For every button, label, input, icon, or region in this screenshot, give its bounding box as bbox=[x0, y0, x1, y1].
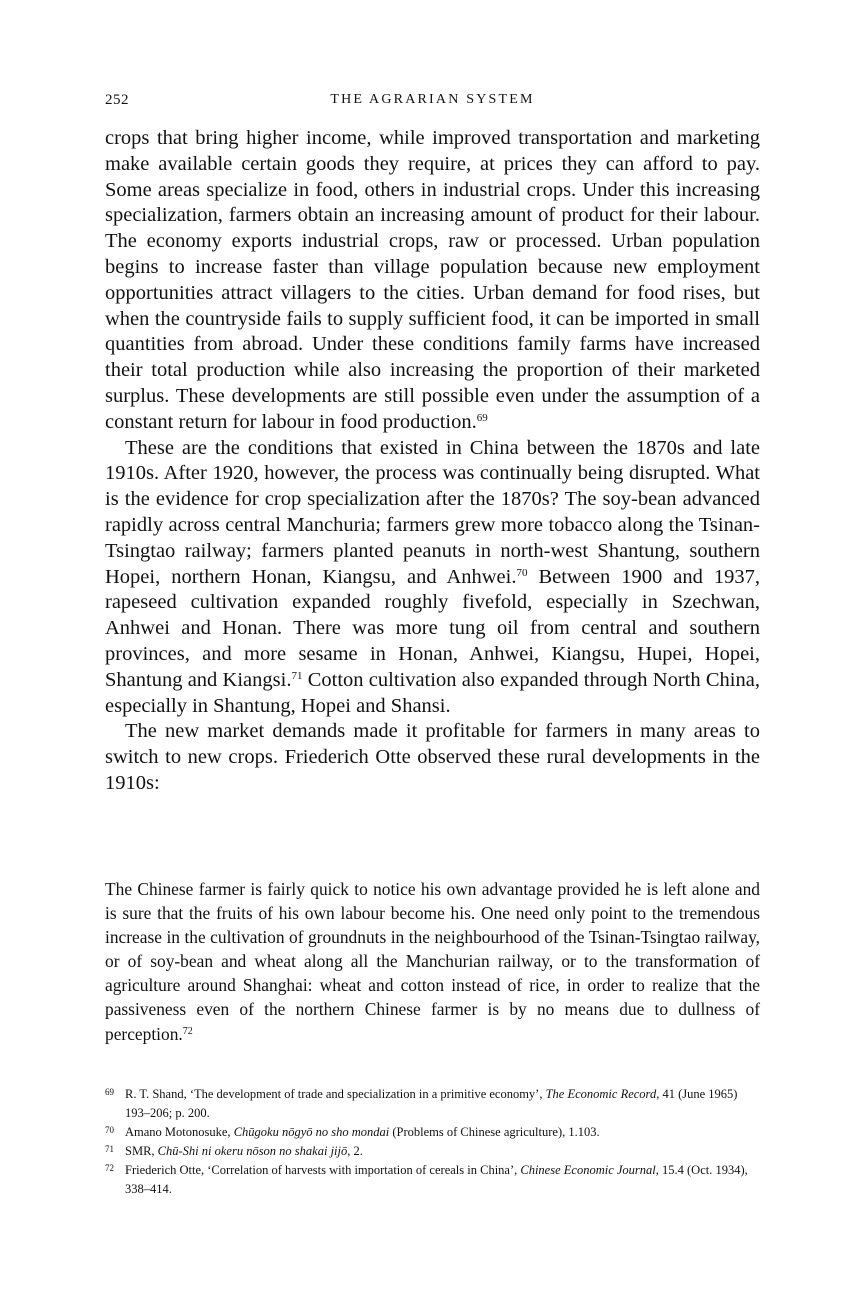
running-head-title: THE AGRARIAN SYSTEM bbox=[330, 92, 535, 107]
paragraph bbox=[105, 719, 760, 796]
footnote-text: Amano Motonosuke, bbox=[125, 1125, 234, 1139]
quote-paragraph bbox=[105, 877, 760, 1046]
footnote-number: 71 bbox=[105, 1144, 114, 1154]
footnote-number: 70 bbox=[105, 1125, 114, 1135]
footnote-title: Chū-Shi ni okeru nōson no shakai jijō bbox=[157, 1144, 348, 1158]
footnote-text: R. T. Shand, ‘The development of trade and specialization in a primitive economy’, bbox=[125, 1087, 546, 1101]
footnote-number: 72 bbox=[105, 1163, 114, 1173]
footnotes bbox=[105, 1085, 760, 1199]
footnote-reference: 70 bbox=[516, 566, 528, 579]
block-quote bbox=[105, 877, 760, 1046]
paragraph-text: These are the conditions that existed in China between the 1870s and late 1910s. After 1920, however, the process was continually being disrupted. What is the evidence for crop specialization after the 1870s? The soy-bean advanced rapidly across central Manchuria; farmers grew more tobacco along the Tsinan-Tsingtao railway; farmers planted peanuts in north-west Shantung, southern Hopei, northern Honan, Kiangsu, and Anhwei. bbox=[105, 436, 760, 588]
quote-text: The Chinese farmer is fairly quick to notice his own advantage provided he is left alone and is sure that the fruits of his own labour become his. One need only point to the tremendous increase in the cultivation of groundnuts in the neighbourhood of the Tsinan-Tsingtao railway, or of soy-bean and wheat along all the Manchurian railway, or to the transformation of agriculture around Shanghai: wheat and cotton instead of rice, in order to realize that the passiveness even of the northern Chinese farmer is by no means due to dullness of perception. bbox=[105, 879, 760, 1044]
footnote-text: (Problems of Chinese agriculture), 1.103. bbox=[389, 1125, 600, 1139]
footnote bbox=[105, 1123, 760, 1142]
footnote-text: SMR, bbox=[125, 1144, 158, 1158]
footnote-title: Chinese Economic Journal bbox=[520, 1163, 656, 1177]
paragraph-text: crops that bring higher income, while improved transportation and marketing make available certain goods they require, at prices they can afford to pay. Some areas specialize in food, others in industrial crops. Under this increasing specialization, farmers obtain an increasing amount of product for their labour. The economy exports industrial crops, raw or processed. Urban population begins to increase faster than village population because new employment opportunities attract villagers to the cities. Urban demand for food rises, but when the countryside fails to supply sufficient food, it can be imported in small quantities from abroad. Under these conditions family farms have increased their total production while also increasing the proportion of their marketed surplus. These developments are still possible even under the assumption of a constant return for labour in food production. bbox=[105, 127, 760, 433]
page-number: 252 bbox=[105, 92, 129, 108]
paragraph bbox=[105, 126, 760, 436]
footnote-text: , 15.4 (Oct. 1934), 338–414. bbox=[125, 1163, 748, 1196]
paragraph-text: The new market demands made it profitable for farmers in many areas to switch to new crops. Friederich Otte observed these rural developments in the 1910s: bbox=[105, 720, 760, 794]
footnote bbox=[105, 1085, 760, 1123]
footnote-text: , 41 (June 1965) 193–206; p. 200. bbox=[125, 1087, 738, 1120]
footnote bbox=[105, 1142, 760, 1161]
footnote-reference: 71 bbox=[291, 669, 303, 682]
body-text bbox=[105, 126, 760, 797]
footnote bbox=[105, 1161, 760, 1199]
footnote-text: , 2. bbox=[347, 1144, 363, 1158]
footnote-text: Friederich Otte, ‘Correlation of harvests with importation of cereals in China’, bbox=[125, 1163, 521, 1177]
paragraph bbox=[105, 436, 760, 720]
footnote-reference: 69 bbox=[476, 411, 488, 424]
footnote-title: The Economic Record bbox=[545, 1087, 657, 1101]
running-head bbox=[105, 92, 760, 114]
footnote-title: Chūgoku nōgyō no sho mondai bbox=[233, 1125, 390, 1139]
footnote-reference: 72 bbox=[182, 1025, 193, 1037]
paragraph-text: Between 1900 and 1937, rapeseed cultivation expanded roughly fivefold, especially in Szechwan, Anhwei and Honan. There was more tung oil from central and southern provinces, and more sesame in Honan, Anhwei, Kiangsu, Hupei, Hopei, Shantung and Kiangsi. bbox=[105, 565, 760, 691]
paragraph-text: Cotton cultivation also expanded through North China, especially in Shantung, Hopei and Shansi. bbox=[105, 668, 760, 717]
footnote-number: 69 bbox=[105, 1087, 114, 1097]
